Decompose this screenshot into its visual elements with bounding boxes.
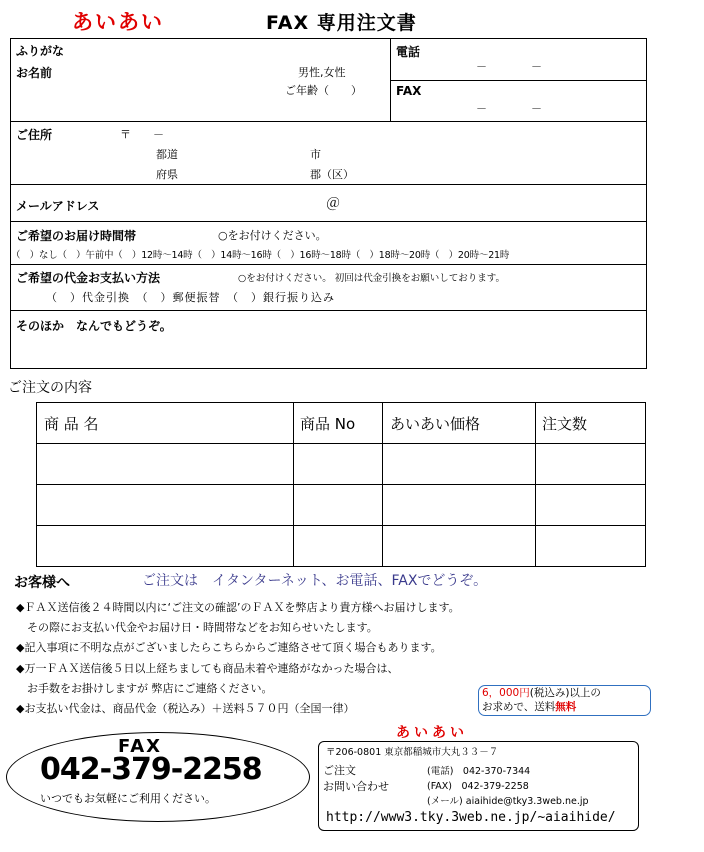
shop-tel: (電話) 042-370-7344 — [427, 766, 531, 777]
notice-item: ◆ＦＡＸ送信後２４時間以内に‘ご注文の確認’のＦＡＸを弊店より貴方様へお届けします。 — [16, 601, 460, 614]
furigana-label: ふりがな — [16, 44, 65, 58]
order-section-title: ご注文の内容 — [8, 380, 92, 396]
postal-field[interactable]: 〒 － — [120, 128, 164, 141]
free-shipping-line2: お求めで、送料 — [482, 701, 556, 713]
payment-note: ○をお付けください。 初回は代金引換をお願いしております。 — [238, 273, 506, 284]
notice-item: その際にお支払い代金やお届け日・時間帯などをお知らせいたします。 — [16, 621, 378, 635]
notice-item: お手数をお掛けしますが 弊店にご連絡ください。 — [16, 681, 273, 695]
shop-name: あいあい — [396, 725, 468, 741]
payment-options[interactable]: （ ）代金引換 （ ）郵便振替 （ ）銀行振り込み — [46, 291, 335, 304]
todou-label: 都道 — [156, 148, 178, 161]
delivery-title: ご希望のお届け時間帯 — [16, 229, 137, 243]
free-shipping-amount: 6，000円 — [482, 687, 530, 699]
shop-address: 〒206-0801 東京都稲城市大丸３３－７ — [326, 747, 499, 758]
fax-badge-label: FAX — [118, 736, 163, 757]
col-header-product: 商 品 名 — [44, 415, 99, 433]
shop-order-label: ご注文 — [323, 764, 356, 777]
gun-label: 郡（区） — [310, 168, 354, 181]
fax-badge-sub: いつでもお気軽にご利用ください。 — [40, 792, 216, 805]
col-header-quantity: 注文数 — [542, 415, 588, 433]
brand-name: あいあい — [72, 10, 164, 34]
mail-label: メールアドレス — [16, 199, 100, 213]
free-shipping-free: 無料 — [555, 701, 577, 713]
notice-list — [16, 598, 460, 719]
page-title: FAX 専用注文書 — [266, 12, 417, 34]
fax-label: FAX — [396, 84, 422, 98]
gender-field[interactable]: 男性,女性 — [298, 66, 346, 79]
shop-mail[interactable]: (メール) aiaihide@tky3.3web.ne.jp — [427, 796, 589, 807]
payment-title: ご希望の代金お支払い方法 — [16, 271, 161, 285]
fax-badge-number: 042-379-2258 — [40, 752, 262, 787]
notice-item: ◆万一ＦＡＸ送信後５日以上経ちましても商品未着や連絡がなかった場合は、 — [16, 661, 399, 675]
notice-item: ◆記入事項に不明な点がございましたらこちらからご連絡させて頂く場合もあります。 — [16, 641, 442, 655]
shop-fax: (FAX) 042-379-2258 — [427, 781, 529, 792]
col-header-product-no: 商品 No — [300, 415, 356, 433]
delivery-options[interactable]: （ ）なし（ ）午前中（ ）12時～14時（ ）14時～16時（ ）16時～18時（ ）18時～20時（ ）20時～21時 — [11, 250, 510, 261]
fuken-label: 府県 — [156, 168, 178, 181]
address-label: ご住所 — [16, 128, 53, 142]
fax-field[interactable]: － － — [476, 102, 542, 115]
col-header-price: あいあい価格 — [390, 415, 481, 433]
order-tagline: ご注文は イタンターネット、お電話、FAXでどうぞ。 — [142, 573, 488, 589]
mail-field[interactable]: ＠ — [326, 196, 340, 212]
free-shipping-callout — [478, 685, 651, 716]
notice-title: お客様へ — [14, 575, 70, 591]
other-label: そのほか なんでもどうぞ。 — [16, 319, 172, 333]
shop-url-link[interactable]: http://www3.tky.3web.ne.jp/~aiaihide/ — [326, 810, 616, 825]
shop-inquiry-label: お問い合わせ — [323, 780, 389, 793]
notice-item: ◆お支払い代金は、商品代金（税込み）＋送料５７０円（全国一律） — [16, 702, 355, 716]
free-shipping-mid: (税込み)以上の — [529, 687, 601, 699]
age-field[interactable]: ご年齢（ ） — [285, 84, 362, 97]
tel-field[interactable]: － － — [476, 60, 542, 73]
name-label: お名前 — [16, 66, 53, 80]
tel-label: 電話 — [396, 45, 421, 59]
shi-label: 市 — [310, 148, 321, 161]
delivery-note: ○をお付けください。 — [218, 229, 327, 242]
